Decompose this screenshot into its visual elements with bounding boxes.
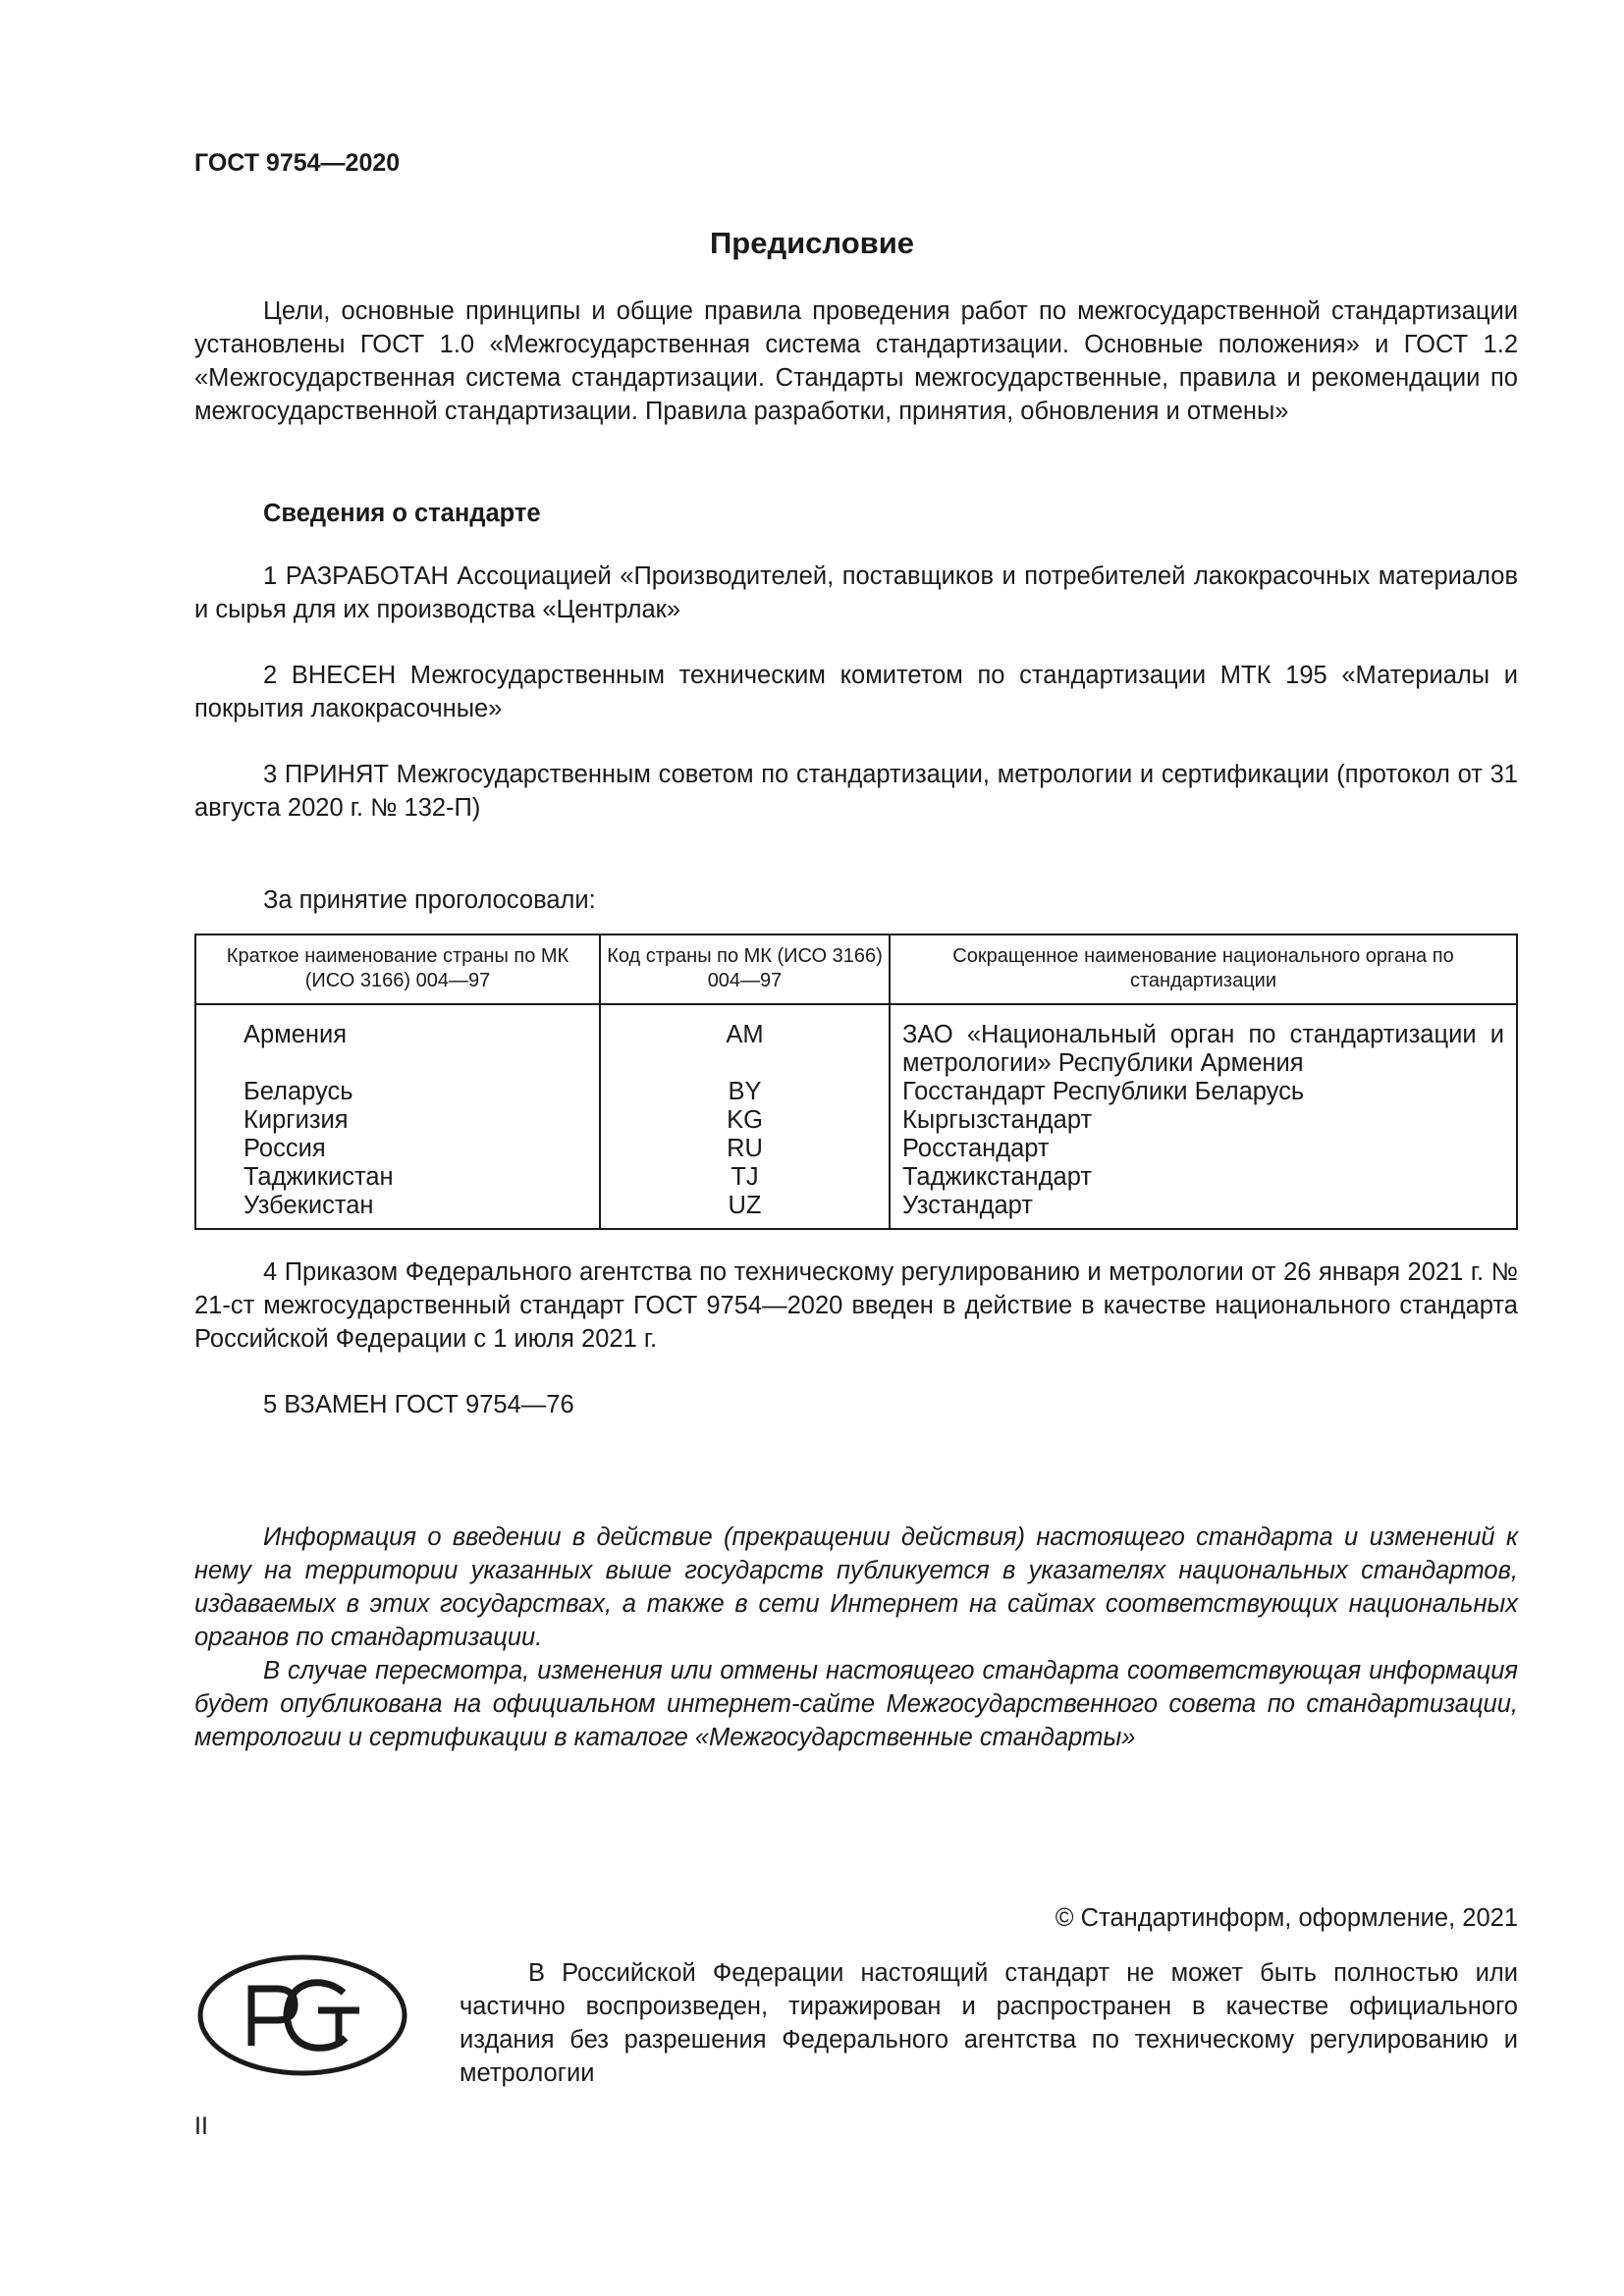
copyright-notice: В Российской Федерации настоящий стандарт не может быть полностью или частично воспроизведен, тиражирован и распространен в качестве официального издания без разрешения Федерального агентства по техническому регулированию и метрологии — [460, 1959, 1518, 2087]
item-replaces: 5 ВЗАМЕН ГОСТ 9754—76 — [263, 1391, 574, 1418]
votes-table — [194, 934, 1518, 1230]
copyright-line: © Стандартинформ, оформление, 2021 — [1055, 1904, 1518, 1932]
country-cell: Киргизия — [195, 1106, 600, 1135]
code-cell: KG — [600, 1106, 890, 1135]
item-developed: 1 РАЗРАБОТАН Ассоциацией «Производителей, поставщиков и потребителей лакокрасочных материалов и сырья для их производства «Центрлак» — [194, 562, 1518, 623]
table-row — [195, 1135, 1517, 1163]
table-row — [195, 1163, 1517, 1192]
country-cell: Таджикистан — [195, 1163, 600, 1192]
code-cell: AM — [600, 1004, 890, 1078]
section-heading: Сведения о стандарте — [263, 500, 541, 527]
organ-cell: Узстандарт — [890, 1192, 1517, 1229]
code-cell: TJ — [600, 1163, 890, 1192]
code-cell: BY — [600, 1078, 890, 1106]
code-cell: UZ — [600, 1192, 890, 1229]
organ-cell: Кыргызстандарт — [890, 1106, 1517, 1135]
country-cell: Россия — [195, 1135, 600, 1163]
intro-paragraph: Цели, основные принципы и общие правила проведения работ по межгосударственной стандартизации установлены ГОСТ 1.0 «Межгосударственная система стандартизации. Основные положения» и ГОСТ 1.2 «Межгосударственная система стандартизации. Стандарты межгосударственные, правила и рекомендации по межгосударственной стандартизации. Правила разработки, принятия, обновления и отмены» — [194, 297, 1518, 425]
organ-cell: Госстандарт Республики Беларусь — [890, 1078, 1517, 1106]
country-cell: Узбекистан — [195, 1192, 600, 1229]
info-paragraph-2: В случае пересмотра, изменения или отмены настоящего стандарта соответствующая информация будет опубликована на официальном интернет-сайте Межгосударственного совета по стандартизации, метрологии и сертификации в каталоге «Межгосударственные стандарты» — [194, 1657, 1518, 1751]
table-row — [195, 1004, 1517, 1078]
country-cell: Беларусь — [195, 1078, 600, 1106]
organ-cell: Таджикстандарт — [890, 1163, 1517, 1192]
page-number: II — [194, 2112, 208, 2140]
document-code: ГОСТ 9754—2020 — [194, 149, 401, 177]
rst-logo — [196, 1953, 408, 2077]
code-cell: RU — [600, 1135, 890, 1163]
item-adopted: 3 ПРИНЯТ Межгосударственным советом по стандартизации, метрологии и сертификации (протокол от 31 августа 2020 г. № 132-П) — [194, 761, 1518, 822]
organ-cell: ЗАО «Национальный орган по стандартизации и метрологии» Республики Армения — [890, 1004, 1517, 1078]
header-organ: Сокращенное наименование национального органа по стандартизации — [890, 934, 1517, 1004]
item-enactment: 4 Приказом Федерального агентства по техническому регулированию и метрологии от 26 января 2021 г. № 21-ст межгосударственный стандарт ГОСТ 9754—2020 введен в действие в качестве национального стандарта Российской Федерации с 1 июля 2021 г. — [194, 1258, 1518, 1353]
page-title: Предисловие — [709, 226, 914, 260]
header-country: Краткое наименование страны по МК (ИСО 3166) 004—97 — [195, 934, 600, 1004]
table-row — [195, 1192, 1517, 1229]
table-row — [195, 1078, 1517, 1106]
info-paragraph-1: Информация о введении в действие (прекращении действия) настоящего стандарта и изменений к нему на территории указанных выше государств публикуется в указателях национальных стандартов, издаваемых в этих государствах, а также в сети Интернет на сайтах соответствующих национальных органов по стандартизации. — [194, 1523, 1518, 1651]
item-submitted: 2 ВНЕСЕН Межгосударственным техническим комитетом по стандартизации МТК 195 «Материалы и покрытия лакокрасочные» — [194, 662, 1518, 722]
table-header-row — [195, 934, 1517, 1004]
country-cell: Армения — [195, 1004, 600, 1078]
table-row — [195, 1106, 1517, 1135]
header-code: Код страны по МК (ИСО 3166) 004—97 — [600, 934, 890, 1004]
vote-intro: За принятие проголосовали: — [263, 886, 596, 914]
organ-cell: Росстандарт — [890, 1135, 1517, 1163]
